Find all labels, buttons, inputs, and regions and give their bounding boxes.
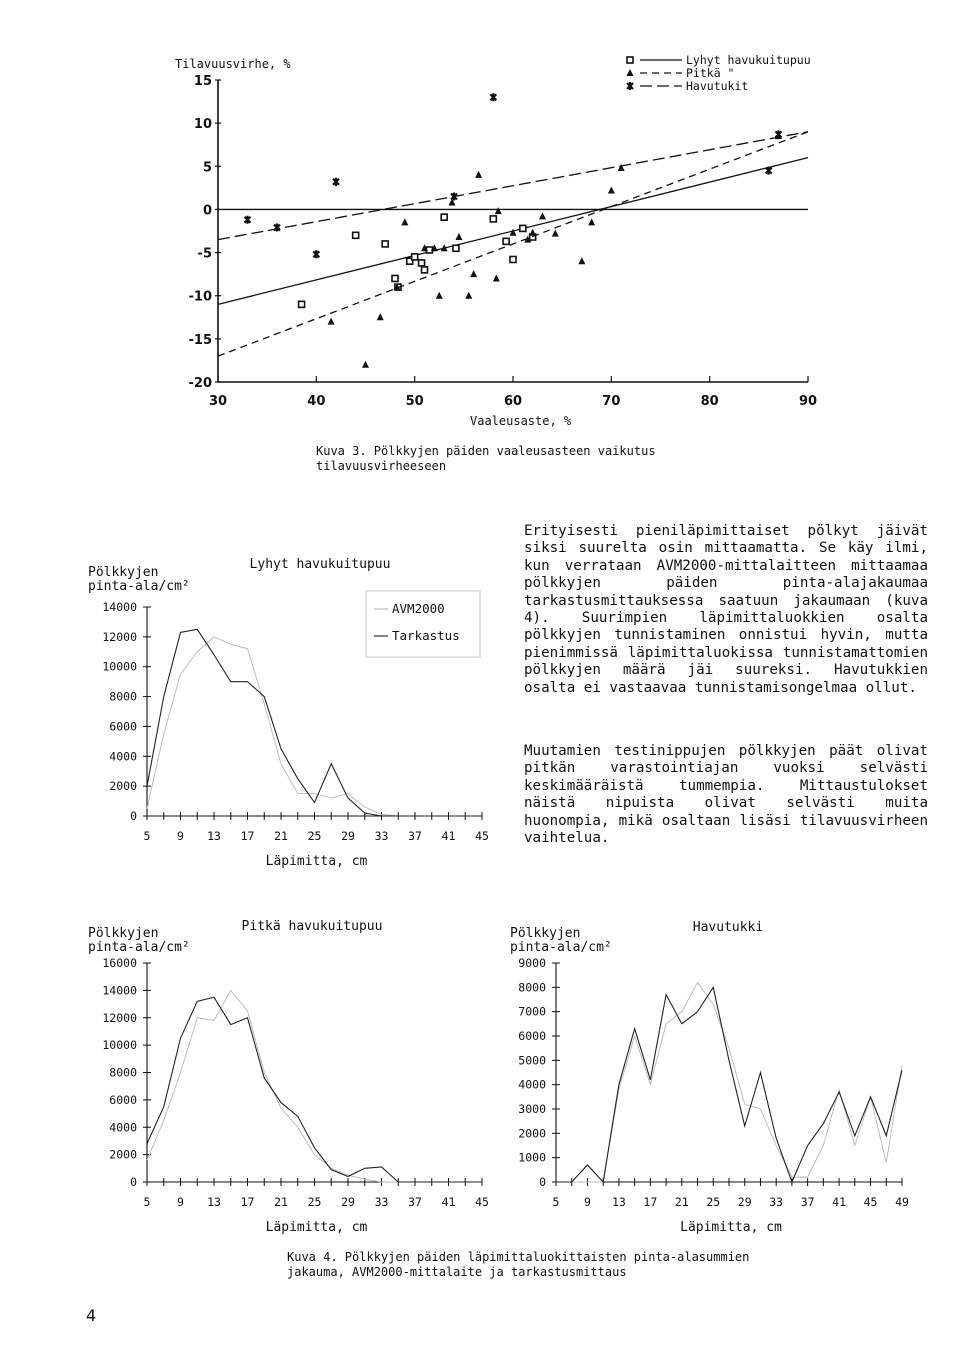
panel-3-x-tick-label: 13 (611, 1195, 626, 1209)
panel-1-y-tick-label: 10000 (102, 659, 137, 674)
panel-2-x-tick-label: 9 (177, 1195, 184, 1209)
panel-2-x-tick-label: 37 (408, 1195, 422, 1209)
panel-1-y-tick-label: 8000 (109, 689, 137, 704)
point-triangle (529, 229, 536, 236)
trend-line-asterisk (218, 132, 808, 240)
panel-3-x-tick-label: 25 (706, 1195, 721, 1209)
y-tick-label: 0 (202, 203, 212, 219)
panel-2-y-tick-label: 6000 (109, 1092, 137, 1107)
panel-3-y-tick-label: 2000 (518, 1126, 546, 1141)
point-triangle (470, 270, 477, 277)
panel-1-x-axis-label: Läpimitta, cm (265, 854, 368, 869)
panel-1-legend-label: AVM2000 (392, 601, 445, 616)
panel-2-x-tick-label: 13 (207, 1195, 221, 1209)
legend-marker-square (627, 57, 633, 63)
panel-3-x-tick-label: 45 (863, 1195, 878, 1209)
panel-2-x-tick-label: 29 (341, 1195, 355, 1209)
panel-2-x-tick-label: 33 (374, 1195, 389, 1209)
panel-1-x-tick-label: 13 (207, 829, 221, 843)
legend-marker-asterisk (627, 82, 633, 90)
y-tick-label: 10 (193, 117, 212, 133)
point-triangle (608, 186, 615, 193)
panel-2-y-tick-label: 8000 (109, 1065, 137, 1080)
point-square (392, 275, 398, 281)
point-triangle (578, 257, 585, 264)
panel-3-x-tick-label: 9 (583, 1195, 591, 1209)
legend-marker-triangle (627, 69, 634, 76)
point-triangle (588, 218, 595, 225)
panel-1-x-tick-label: 5 (143, 829, 151, 843)
panel-3-y-tick-label: 0 (539, 1175, 546, 1189)
x-axis-label: Vaaleusaste, % (470, 414, 572, 428)
y-tick-label: -5 (197, 246, 212, 262)
panel-2-y-tick-label: 0 (130, 1175, 137, 1189)
panel-3-y-axis-label-1: Pölkkyjen (510, 926, 581, 941)
panel-3-x-tick-label: 29 (737, 1195, 752, 1209)
panel-1-x-tick-label: 41 (441, 829, 456, 843)
point-square (441, 214, 447, 220)
paragraph-1: Erityisesti pieniläpimittaiset pölkyt jäivät siksi suurelta osin mittaamatta. Se käy ilmi, kun verrataan AVM2000-mittalaitteen mittaamaa pölkkyjen päiden pinta-alajakaumaa tarkastusmittauksessa saatuun jakaumaan (kuva 4). Suurimpien läpimittaluokkien osalta pölkkyjen tunnistaminen onnistui hyvin, mutta pienimmissä läpimittaluokissa tunnistamattomien pölkkyjen määrä jäi suureksi. Havutukkien osalta ei vastaavaa tunnistamisongelmaa ollut. (524, 523, 928, 696)
point-asterisk (313, 250, 319, 258)
point-square (453, 245, 459, 251)
figure3-caption: Kuva 3. Pölkkyjen päiden vaaleusasteen vaikutus tilavuusvirheeseen (316, 444, 656, 473)
point-square (422, 267, 428, 273)
x-tick-label: 40 (307, 394, 326, 409)
panel-2-y-tick-label: 2000 (109, 1147, 137, 1162)
panel-2-x-tick-label: 17 (240, 1195, 255, 1209)
trend-line-triangle (218, 132, 808, 356)
panel-1-y-axis-label-1: Pölkkyjen (88, 565, 159, 580)
panel-1-x-tick-label: 9 (177, 829, 184, 843)
panel-1-y-tick-label: 4000 (109, 749, 137, 764)
legend-label-square: Lyhyt havukuitupuu (686, 53, 811, 67)
paragraph-2: Muutamien testinippujen pölkkyjen päät olivat pitkän varastointiajan vuoksi selvästi keskimääräistä tummempia. Mittaustulokset näistä nipuista olivat selvästi muita huonompia, mikä osaltaan lisäsi tilavuusvirheen vaihtelua. (524, 743, 928, 847)
panel-1-y-tick-label: 0 (130, 809, 137, 823)
panel-3-y-tick-label: 3000 (518, 1102, 546, 1116)
point-asterisk (274, 224, 280, 232)
panel-3-y-tick-label: 4000 (518, 1077, 546, 1092)
point-triangle (475, 171, 482, 178)
panel-1-x-tick-label: 29 (341, 829, 355, 843)
panel-2-series-avm2000 (147, 990, 482, 1182)
panel-3-y-axis-label-2: pinta-ala/cm² (510, 940, 612, 955)
panel-2-y-tick-label: 4000 (109, 1120, 137, 1135)
point-square (412, 254, 418, 260)
y-tick-label: 15 (193, 74, 212, 89)
panel-3-y-tick-label: 9000 (518, 956, 546, 970)
point-asterisk (490, 93, 496, 101)
point-asterisk (333, 178, 339, 186)
panel-2-x-axis-label: Läpimitta, cm (265, 1220, 368, 1235)
panel-2-y-tick-label: 14000 (102, 983, 137, 998)
panel-2-y-tick-label: 16000 (102, 956, 137, 970)
legend-label-asterisk: Havutukit (686, 79, 749, 93)
point-triangle (552, 230, 559, 237)
point-asterisk (776, 130, 782, 138)
panel-1-y-axis-label-2: pinta-ala/cm² (88, 579, 190, 594)
panel-2-y-axis-label-1: Pölkkyjen (88, 926, 159, 941)
panel-2-y-tick-label: 12000 (102, 1010, 137, 1025)
panel-3-x-tick-label: 21 (674, 1195, 689, 1209)
panel-1-y-tick-label: 14000 (102, 600, 137, 614)
point-triangle (495, 207, 502, 214)
point-triangle (377, 313, 384, 320)
figure4-caption: Kuva 4. Pölkkyjen päiden läpimittaluokittaisten pinta-alasummien jakauma, AVM2000-mittalaite ja tarkastusmittaus (287, 1250, 750, 1279)
panel-1-y-tick-label: 2000 (109, 779, 137, 794)
panel-2-x-tick-label: 5 (143, 1195, 151, 1209)
panel-3-x-tick-label: 33 (769, 1195, 784, 1209)
panel-1-x-tick-label: 21 (274, 829, 288, 843)
panel-1-x-tick-label: 33 (374, 829, 389, 843)
panel-2-x-tick-label: 21 (274, 1195, 288, 1209)
point-square (510, 256, 516, 262)
panel-2-x-tick-label: 45 (475, 1195, 489, 1209)
point-square (490, 216, 496, 222)
panel-3-title: Havutukki (692, 920, 764, 935)
point-asterisk (766, 167, 772, 175)
panel-3-series-tarkastus (556, 987, 902, 1182)
point-square (299, 301, 305, 307)
point-triangle (539, 212, 546, 219)
point-square (520, 225, 526, 231)
panel-3-y-tick-label: 6000 (518, 1029, 546, 1043)
point-square (419, 260, 425, 266)
panel-1-legend-label: Tarkastus (392, 628, 460, 643)
point-triangle (436, 292, 443, 299)
panel-3-x-tick-label: 49 (895, 1195, 909, 1209)
point-square (382, 241, 388, 247)
panel-3-x-tick-label: 41 (832, 1195, 847, 1209)
panel-1-x-tick-label: 37 (408, 829, 422, 843)
point-square (353, 232, 359, 238)
panel-2-x-tick-label: 41 (441, 1195, 456, 1209)
y-axis-label: Tilavuusvirhe, % (175, 57, 291, 71)
y-tick-label: -20 (188, 376, 212, 391)
panel-3-x-tick-label: 5 (552, 1195, 560, 1209)
panel-1-x-tick-label: 25 (307, 829, 322, 843)
panel-3-x-tick-label: 17 (643, 1195, 658, 1209)
point-triangle (493, 274, 500, 281)
point-triangle (455, 233, 462, 240)
legend-label-triangle: Pitkä " (686, 66, 735, 80)
point-triangle (328, 318, 335, 325)
panel-3-y-tick-label: 5000 (518, 1053, 546, 1068)
x-tick-label: 70 (602, 394, 621, 409)
panel-2-y-axis-label-2: pinta-ala/cm² (88, 940, 190, 955)
page-number: 4 (86, 1306, 97, 1325)
panel-1-y-tick-label: 6000 (109, 719, 137, 734)
y-tick-label: -10 (188, 289, 212, 305)
panel-1-y-tick-label: 12000 (102, 629, 137, 644)
panel-3-y-tick-label: 7000 (518, 1004, 546, 1019)
panel-2-title: Pitkä havukuitupuu (241, 919, 383, 934)
panel-1-x-tick-label: 17 (240, 829, 255, 843)
panel-3-x-axis-label: Läpimitta, cm (680, 1220, 782, 1235)
panel-1-title: Lyhyt havukuitupuu (249, 557, 391, 572)
point-square (503, 238, 509, 244)
point-triangle (362, 361, 369, 368)
y-tick-label: -15 (188, 332, 212, 348)
x-tick-label: 30 (208, 394, 228, 409)
y-tick-label: 5 (202, 160, 212, 176)
x-tick-label: 60 (503, 394, 523, 409)
point-triangle (401, 218, 408, 225)
x-tick-label: 90 (798, 394, 818, 409)
panel-3-y-tick-label: 1000 (518, 1150, 546, 1165)
panel-3-y-tick-label: 8000 (518, 980, 546, 995)
panel-1-x-tick-label: 45 (475, 829, 489, 843)
panel-3-x-tick-label: 37 (800, 1195, 815, 1209)
panel-2-x-tick-label: 25 (307, 1195, 322, 1209)
point-asterisk (245, 216, 251, 224)
x-tick-label: 80 (700, 394, 719, 409)
panel-2-y-tick-label: 10000 (102, 1038, 137, 1053)
point-triangle (465, 292, 472, 299)
panel-1-series-avm2000 (147, 637, 482, 816)
x-tick-label: 50 (405, 394, 424, 409)
